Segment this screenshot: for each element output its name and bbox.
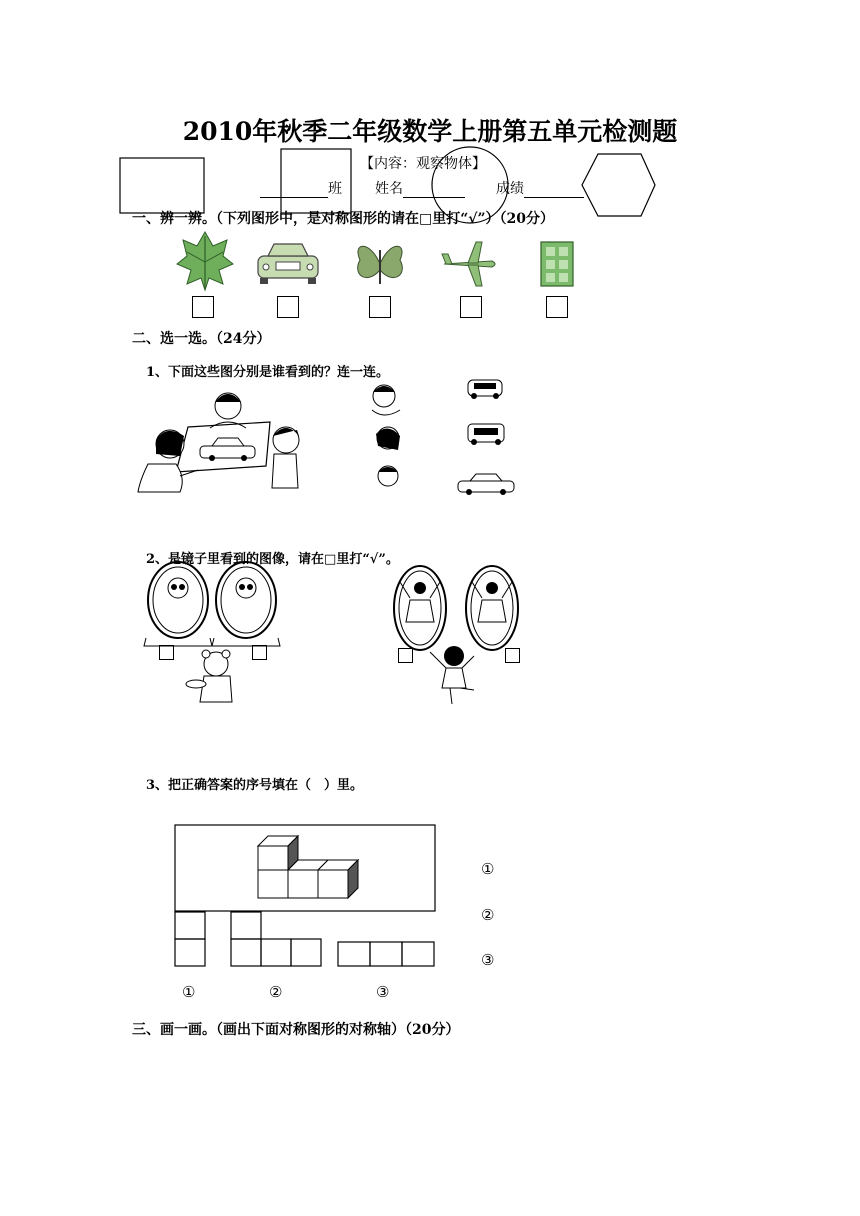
table-car-icon — [200, 438, 255, 461]
q1-illustration — [0, 380, 860, 520]
answer-checkbox-window[interactable] — [546, 296, 568, 318]
panda-icon — [186, 650, 232, 702]
mirror-checkbox-1[interactable] — [159, 645, 174, 660]
mirror-checkbox-2[interactable] — [252, 645, 267, 660]
mirror-girl-left-icon — [394, 566, 446, 650]
mirror-checkbox-4[interactable] — [505, 648, 520, 663]
section3-heading: 三、画一画。（画出下面对称图形的对称轴）（20分） — [132, 1022, 460, 1038]
face-man-icon — [378, 466, 398, 486]
q3-option-label-2: ② — [269, 983, 283, 1001]
person-top-icon — [210, 393, 246, 428]
section2-heading: 二、选一选。（24分） — [132, 331, 271, 347]
car-view-back-icon — [468, 424, 504, 445]
butterfly-icon — [358, 246, 403, 284]
class-label: 班 — [328, 181, 342, 197]
answer-checkbox-leaf[interactable] — [192, 296, 214, 318]
mirror-girl-right-icon — [466, 566, 518, 650]
page-title: 2010年秋季二年级数学上册第五单元检测题 — [182, 117, 678, 146]
mirror-checkbox-3[interactable] — [398, 648, 413, 663]
score-label: 成绩 — [496, 181, 524, 197]
question-3: 3、把正确答案的序号填在（ ）里。 — [146, 778, 364, 793]
score-field[interactable] — [496, 178, 584, 198]
face-boy-icon — [372, 385, 400, 415]
name-label: 姓名 — [375, 181, 403, 197]
q3-side-label-2: ② — [481, 906, 495, 924]
answer-checkbox-butterfly[interactable] — [369, 296, 391, 318]
mirror-panda-left-icon — [144, 562, 212, 646]
q3-option-label-1: ① — [182, 983, 196, 1001]
q3-option-label-3: ③ — [376, 983, 390, 1001]
person-left-icon — [138, 430, 198, 492]
car-view-side-icon — [458, 474, 514, 495]
q3-side-label-3: ③ — [481, 951, 495, 969]
mirror-panda-right-icon — [212, 562, 280, 646]
answer-checkbox-car[interactable] — [277, 296, 299, 318]
question-1: 1、下面这些图分别是谁看到的？连一连。 — [146, 365, 390, 380]
car-icon — [258, 244, 318, 284]
car-view-front-icon — [468, 380, 502, 399]
girl-icon — [430, 646, 474, 704]
q2-illustration — [0, 560, 860, 720]
airplane-icon — [442, 242, 495, 286]
question-2: 2、是镜子里看到的图像，请在□里打“√”。 — [146, 552, 399, 567]
class-field[interactable] — [260, 178, 342, 198]
answer-checkbox-airplane[interactable] — [460, 296, 482, 318]
window-icon — [541, 242, 573, 286]
person-right-icon — [272, 427, 299, 488]
section1-heading: 一、辨一辨。（下列图形中，是对称图形的请在□里打“√”）（20分） — [132, 211, 555, 227]
face-girl-icon — [376, 427, 400, 450]
page-subtitle: 【内容：观察物体】 — [360, 156, 486, 172]
section1-pictures — [0, 228, 860, 328]
q3-cubes — [0, 820, 860, 980]
q3-side-label-1: ① — [481, 860, 495, 878]
name-field[interactable] — [375, 178, 465, 198]
leaf-icon — [177, 232, 233, 290]
